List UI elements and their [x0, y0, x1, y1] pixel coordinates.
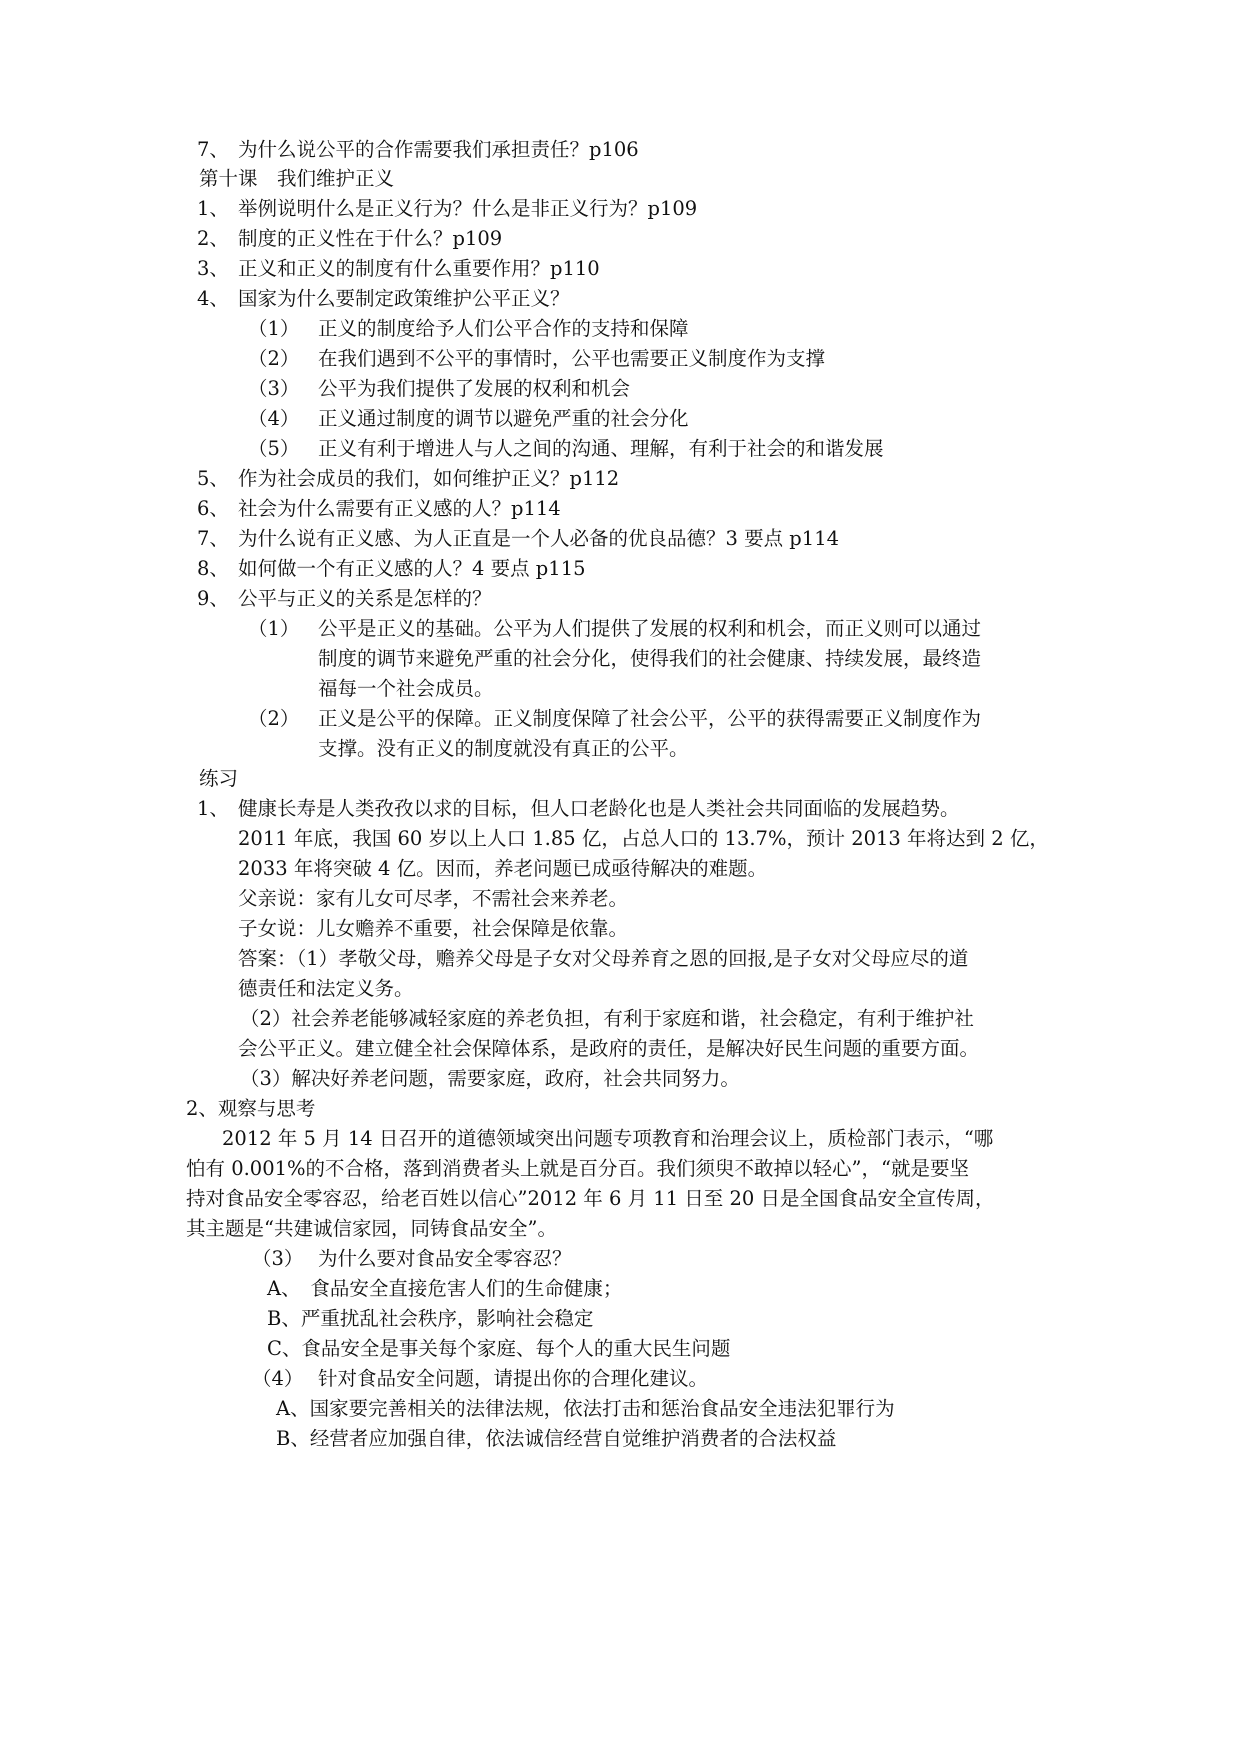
exercise-text: 2033 年将突破 4 亿。因而，养老问题已成亟待解决的难题。 [238, 857, 768, 880]
sub-item-text: 为什么要对食品安全零容忍？ [318, 1247, 572, 1270]
lesson-title: 第十课 我们维护正义 [199, 167, 395, 190]
item-number: 7、 [197, 138, 229, 161]
paragraph-line: 持对食品安全零容忍，给老百姓以信心”2012 年 6 月 11 日至 20 日是全国食品安全宣传周， [186, 1187, 995, 1210]
item-text: 作为社会成员的我们，如何维护正义？p112 [238, 467, 620, 490]
answer-text: （3）解决好养老问题，需要家庭，政府，社会共同努力。 [240, 1067, 740, 1090]
sub-item-number: （2） [248, 707, 300, 730]
answer-option: A、 食品安全直接危害人们的生命健康； [267, 1277, 623, 1300]
sub-item-text: 正义是公平的保障。正义制度保障了社会公平，公平的获得需要正义制度作为 [318, 707, 982, 730]
sub-item-text: 正义通过制度的调节以避免严重的社会分化 [318, 407, 689, 430]
exercise-text: 子女说：儿女赡养不重要，社会保障是依靠。 [238, 917, 629, 940]
exercise-text: 健康长寿是人类孜孜以求的目标，但人口老龄化也是人类社会共同面临的发展趋势。 [238, 797, 960, 820]
answer-option: A、国家要完善相关的法律法规，依法打击和惩治食品安全违法犯罪行为 [276, 1397, 895, 1420]
item-number: 8、 [197, 557, 229, 580]
item-number: 6、 [197, 497, 229, 520]
item-text: 为什么说有正义感、为人正直是一个人必备的优良品德？3 要点 p114 [238, 527, 840, 550]
item-text: 国家为什么要制定政策维护公平正义？ [238, 287, 570, 310]
sub-item-text: 正义的制度给予人们公平合作的支持和保障 [318, 317, 689, 340]
sub-item-text: 制度的调节来避免严重的社会分化，使得我们的社会健康、持续发展，最终造 [318, 647, 982, 670]
section-title: 2、观察与思考 [186, 1097, 316, 1120]
answer-option: C、食品安全是事关每个家庭、每个人的重大民生问题 [267, 1337, 731, 1360]
item-text: 公平与正义的关系是怎样的？ [238, 587, 492, 610]
answer-text: 德责任和法定义务。 [238, 977, 414, 1000]
item-number: 1、 [197, 797, 229, 820]
item-text: 如何做一个有正义感的人？4 要点 p115 [238, 557, 586, 580]
item-text: 社会为什么需要有正义感的人？p114 [238, 497, 561, 520]
item-number: 7、 [197, 527, 229, 550]
item-number: 9、 [197, 587, 229, 610]
sub-item-text: 在我们遇到不公平的事情时，公平也需要正义制度作为支撑 [318, 347, 826, 370]
paragraph-line: 怕有 0.001%的不合格，落到消费者头上就是百分百。我们须臾不敢掉以轻心”，“就是要坚 [186, 1157, 969, 1180]
sub-item-text: 公平为我们提供了发展的权利和机会 [318, 377, 631, 400]
sub-item-text: 公平是正义的基础。公平为人们提供了发展的权利和机会，而正义则可以通过 [318, 617, 982, 640]
section-title: 练习 [199, 767, 239, 790]
item-number: 5、 [197, 467, 229, 490]
item-number: 4、 [197, 287, 229, 310]
answer-text: 答案：（1）孝敬父母，赡养父母是子女对父母养育之恩的回报,是子女对父母应尽的道 [238, 947, 969, 970]
sub-item-number: （4） [248, 407, 300, 430]
answer-text: 会公平正义。建立健全社会保障体系，是政府的责任，是解决好民生问题的重要方面。 [238, 1037, 980, 1060]
exercise-text: 2011 年底，我国 60 岁以上人口 1.85 亿，占总人口的 13.7%，预计 2013 年将达到 2 亿， [238, 827, 1049, 850]
item-number: 1、 [197, 197, 229, 220]
item-text: 正义和正义的制度有什么重要作用？p110 [238, 257, 600, 280]
exercise-text: 父亲说：家有儿女可尽孝，不需社会来养老。 [238, 887, 629, 910]
answer-option: B、严重扰乱社会秩序，影响社会稳定 [267, 1307, 594, 1330]
paragraph-line: 2012 年 5 月 14 日召开的道德领域突出问题专项教育和治理会议上，质检部门表示，“哪 [222, 1127, 994, 1150]
answer-option: B、经营者应加强自律，依法诚信经营自觉维护消费者的合法权益 [276, 1427, 837, 1450]
sub-item-text: 针对食品安全问题，请提出你的合理化建议。 [318, 1367, 709, 1390]
item-text: 为什么说公平的合作需要我们承担责任？p106 [238, 138, 639, 161]
item-text: 举例说明什么是正义行为？什么是非正义行为？p109 [238, 197, 698, 220]
paragraph-line: 其主题是“共建诚信家园，同铸食品安全”。 [186, 1217, 557, 1240]
item-number: 3、 [197, 257, 229, 280]
sub-item-number: （5） [248, 437, 300, 460]
sub-item-text: 正义有利于增进人与人之间的沟通、理解，有利于社会的和谐发展 [318, 437, 884, 460]
item-number: 2、 [197, 227, 229, 250]
sub-item-text: 支撑。没有正义的制度就没有真正的公平。 [318, 737, 689, 760]
sub-item-text: 福每一个社会成员。 [318, 677, 494, 700]
sub-item-number: （4） [252, 1367, 304, 1390]
sub-item-number: （2） [248, 347, 300, 370]
item-text: 制度的正义性在于什么？p109 [238, 227, 503, 250]
sub-item-number: （3） [248, 377, 300, 400]
sub-item-number: （3） [252, 1247, 304, 1270]
sub-item-number: （1） [248, 617, 300, 640]
sub-item-number: （1） [248, 317, 300, 340]
answer-text: （2）社会养老能够减轻家庭的养老负担，有利于家庭和谐，社会稳定，有利于维护社 [240, 1007, 974, 1030]
